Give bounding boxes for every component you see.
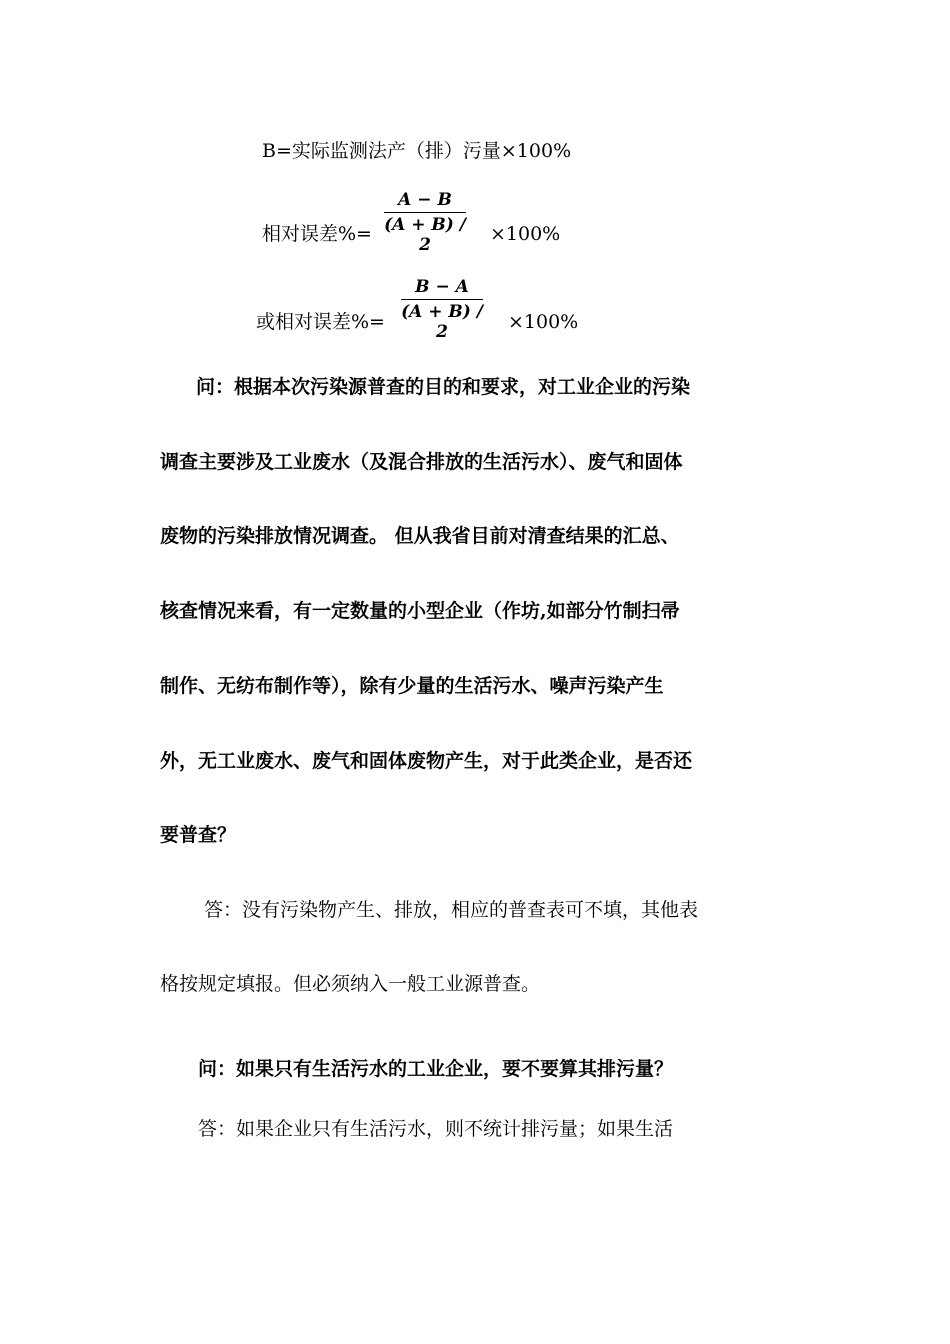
question-1-line-7: 要普查？ xyxy=(160,824,237,846)
question-1-line-2: 调查主要涉及工业废水（及混合排放的生活污水）、废气和固体 xyxy=(160,451,683,473)
alt-relative-error-fraction xyxy=(401,277,483,342)
relative-error-fraction xyxy=(384,190,466,255)
relative-error-label: 相对误差%= xyxy=(262,223,372,245)
question-2: 问：如果只有生活污水的工业企业，要不要算其排污量？ xyxy=(198,1058,674,1080)
question-1-line-1: 问：根据本次污染源普查的目的和要求，对工业企业的污染 xyxy=(196,376,691,398)
answer-1-line-2: 格按规定填报。但必须纳入一般工业源普查。 xyxy=(160,973,541,995)
fraction-denominator: (A + B) / 2 xyxy=(384,215,466,255)
answer-2: 答：如果企业只有生活污水，则不统计排污量；如果生活 xyxy=(198,1118,674,1140)
answer-1-line-1: 答：没有污染物产生、排放，相应的普查表可不填，其他表 xyxy=(204,899,699,921)
relative-error-multiplier: ×100% xyxy=(490,223,561,245)
alt-relative-error-multiplier: ×100% xyxy=(508,311,579,333)
fraction-numerator: A − B xyxy=(398,190,452,210)
question-1-line-3: 废物的污染排放情况调查。 但从我省目前对清查结果的汇总、 xyxy=(160,525,680,547)
question-1-line-4: 核查情况来看，有一定数量的小型企业（作坊,如部分竹制扫帚 xyxy=(160,600,680,622)
fraction-bar xyxy=(384,212,466,213)
fraction-denominator: (A + B) / 2 xyxy=(401,302,483,342)
b-definition: B=实际监测法产（排）污量×100% xyxy=(262,140,572,162)
fraction-numerator: B − A xyxy=(415,277,469,297)
question-1-line-5: 制作、无纺布制作等），除有少量的生活污水、噪声污染产生 xyxy=(160,675,664,697)
fraction-bar xyxy=(401,299,483,300)
alt-relative-error-label: 或相对误差%= xyxy=(256,311,385,333)
question-1-line-6: 外，无工业废水、废气和固体废物产生，对于此类企业，是否还 xyxy=(160,750,693,772)
